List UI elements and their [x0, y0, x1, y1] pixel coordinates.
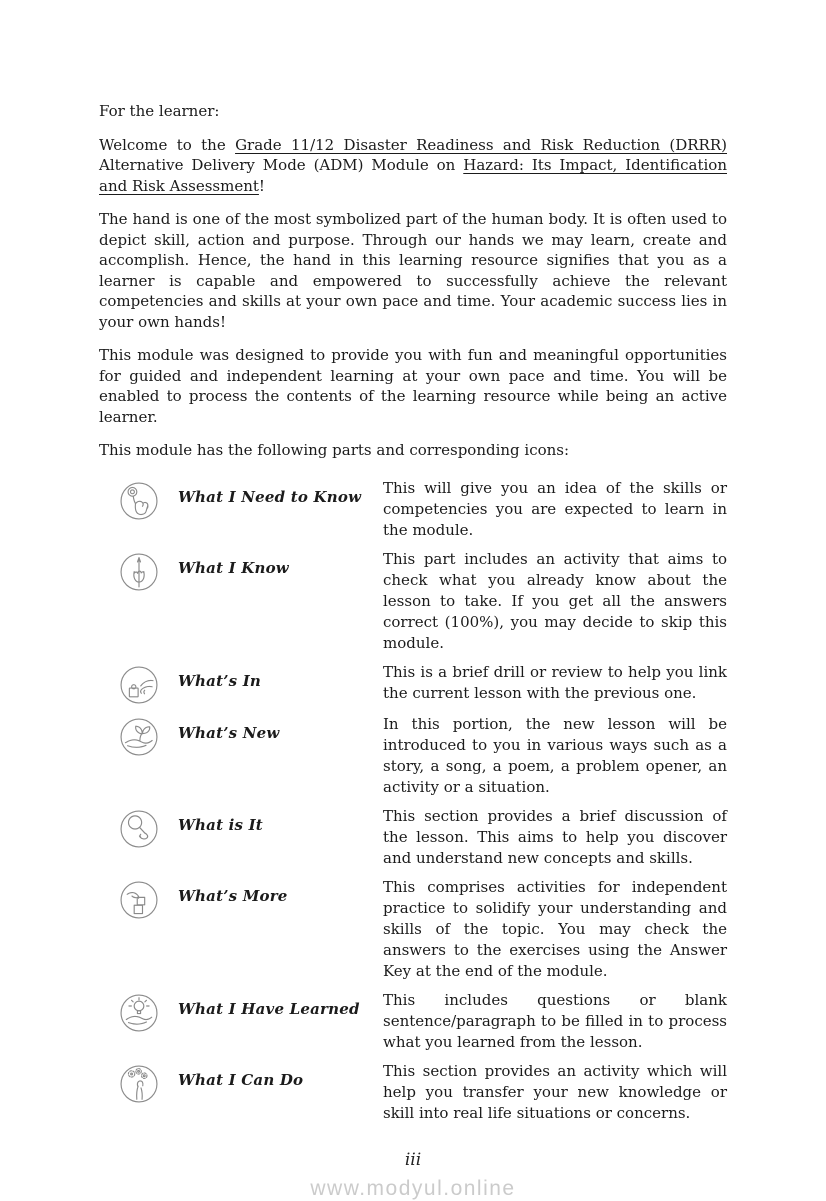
module-part-description: This is a brief drill or review to help you link the current lesson with the previous one.: [383, 662, 727, 702]
module-topic-underlined: Hazard: Its Impact, Identification and Risk Assessment: [99, 156, 727, 195]
icon-cell: [99, 877, 178, 982]
module-part-label: What’s More: [178, 886, 288, 905]
icon-cell: [99, 549, 178, 654]
module-part-row: [99, 1061, 727, 1124]
icon-cell: [99, 714, 178, 798]
module-part-label: What is It: [178, 815, 263, 834]
module-part-label: What’s New: [178, 723, 280, 742]
module-design-paragraph: This module was designed to provide you with fun and meaningful opportunities for guided and independent learning at your own pace and time. You will be enabled to process the contents of the learning resource while being an active learner.: [99, 346, 727, 426]
hand-pressing-button-icon: [118, 480, 160, 522]
module-parts-table: [99, 478, 727, 1124]
module-part-row: [99, 549, 727, 654]
hand-symbolism-paragraph: The hand is one of the most symbolized part of the human body. It is often used to depict skill, action and purpose. Through our hands we may learn, create and accomplish. Hence, the hand in this learning resource signifies that you as a learner is capable and empowered to successfully achieve the relevant competencies and skills at your own pace and time. Your academic success lies in your own hands!: [99, 210, 727, 331]
welcome-paragraph: [99, 135, 727, 197]
module-part-label: What I Have Learned: [178, 999, 360, 1018]
icon-cell: [99, 478, 178, 541]
welcome-text: !: [258, 176, 265, 195]
watermark: www.modyul.online: [310, 1176, 516, 1200]
module-part-row: [99, 806, 727, 869]
module-part-row: [99, 662, 727, 706]
icons-intro-line: This module has the following parts and corresponding icons:: [99, 441, 570, 459]
hand-stacking-blocks-icon: [118, 879, 160, 921]
module-part-row: [99, 990, 727, 1053]
module-part-label: What I Know: [178, 558, 289, 577]
icon-cell: [99, 806, 178, 869]
icon-cell: [99, 990, 178, 1053]
icon-cell: [99, 662, 178, 706]
module-part-label: What’s In: [178, 671, 262, 690]
module-part-description: This will give you an idea of the skills or competencies you are expected to learn in the module.: [383, 478, 727, 539]
hand-with-magnifier-icon: [118, 808, 160, 850]
module-part-description: This part includes an activity that aims to check what you already know about the lesson to take. If you get all the answers correct (100%), you may decide to skip this module.: [383, 549, 727, 652]
module-title-underlined: Grade 11/12 Disaster Readiness and Risk Reduction (DRRR): [235, 135, 727, 154]
hand-holding-puzzle-icon: [118, 664, 160, 706]
welcome-text: Alternative Delivery Mode (ADM) Module on: [99, 156, 464, 174]
page-number: iii: [404, 1149, 422, 1170]
hand-with-plant-icon: [118, 716, 160, 758]
hand-with-gears-icon: [118, 1063, 160, 1105]
module-part-label: What I Can Do: [178, 1070, 304, 1089]
hand-with-lightbulb-icon: [118, 992, 160, 1034]
module-part-description: This includes questions or blank sentence/paragraph to be filled in to process what you learned from the lesson.: [383, 990, 727, 1051]
welcome-text: Welcome to the: [99, 135, 236, 154]
module-part-description: This section provides an activity which will help you transfer your new knowledge or skill into real life situations or concerns.: [383, 1061, 727, 1122]
module-part-description: This comprises activities for independent practice to solidify your understanding and skills of the topic. You may check the answers to the exercises using the Answer Key at the end of the module.: [383, 877, 727, 980]
module-part-row: [99, 877, 727, 982]
module-part-row: [99, 714, 727, 798]
module-part-row: [99, 478, 727, 541]
module-part-description: In this portion, the new lesson will be introduced to you in various ways such as a story, a song, a poem, a problem opener, an activity or a situation.: [383, 714, 727, 796]
module-part-description: This section provides a brief discussion of the lesson. This aims to help you discover and understand new concepts and skills.: [383, 806, 727, 867]
module-part-label: What I Need to Know: [178, 487, 362, 506]
for-learner-label: For the learner:: [99, 102, 220, 120]
icon-cell: [99, 1061, 178, 1124]
hand-holding-pencil-icon: [118, 551, 160, 593]
